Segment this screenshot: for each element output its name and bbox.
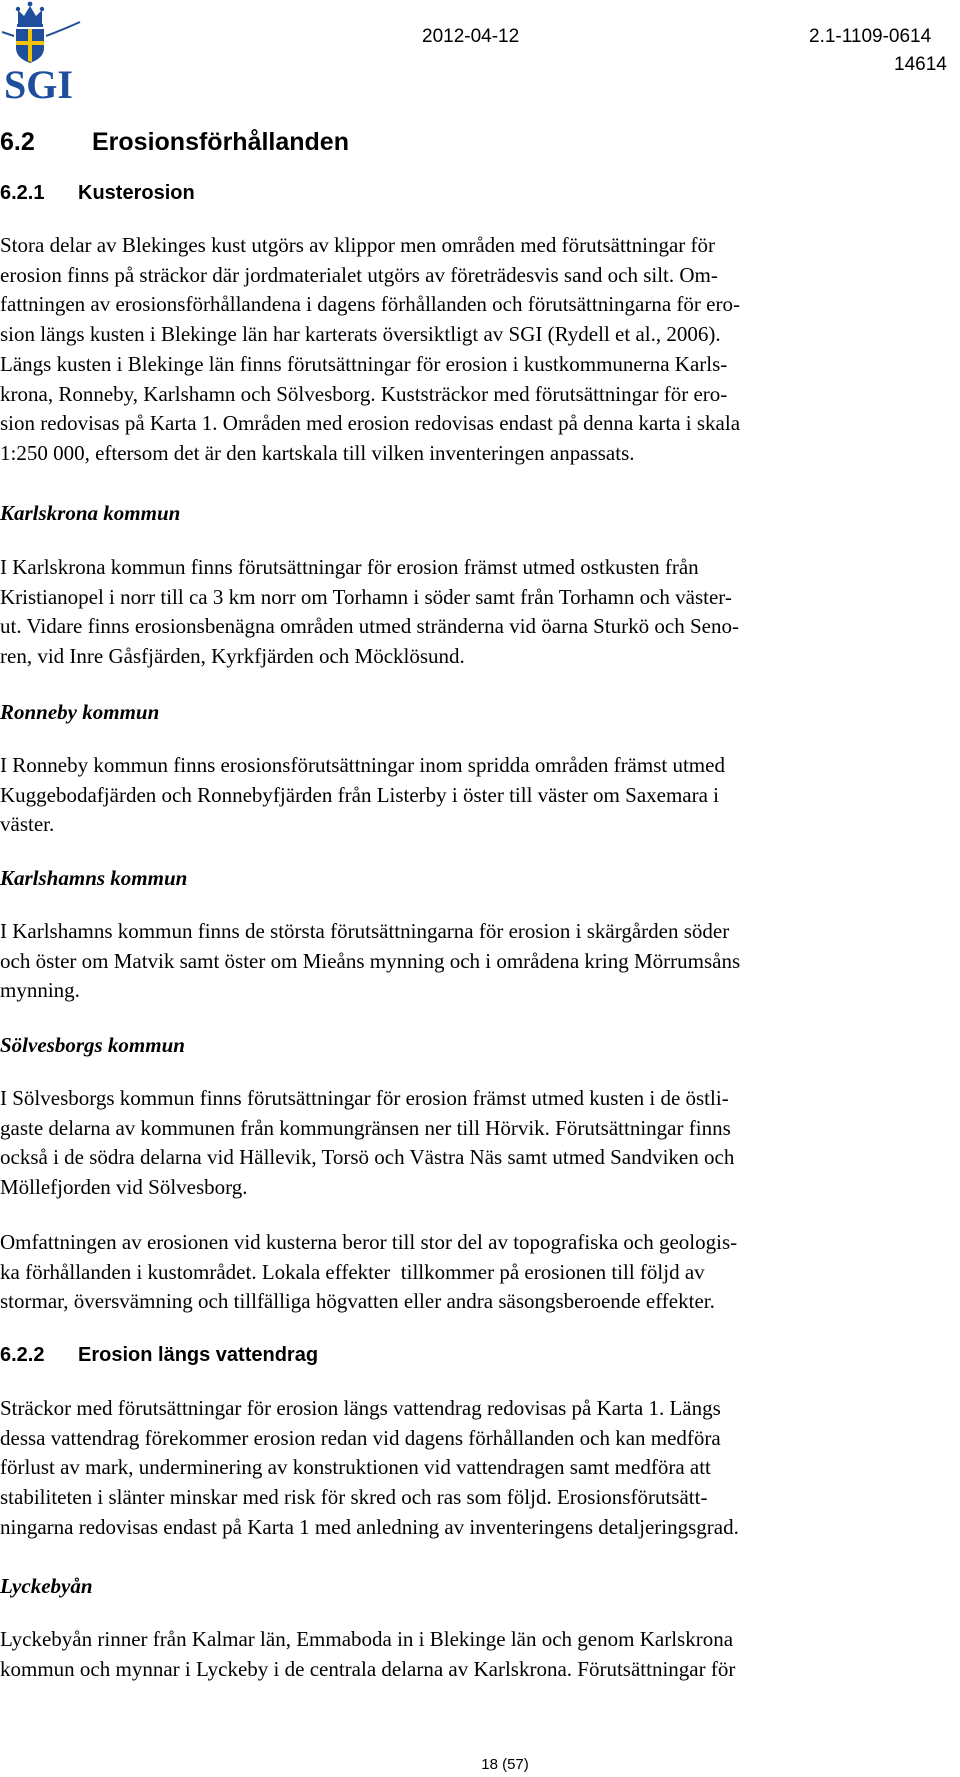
text-line: dessa vattendrag förekommer erosion redan vid dagens förhållanden och kan medföra bbox=[0, 1425, 721, 1450]
text-line: fattningen av erosionsförhållandena i dagens förhållanden och förutsättningarna för ero- bbox=[0, 292, 740, 317]
paragraph-omfattningen bbox=[0, 1228, 960, 1317]
text-line: ka förhållanden i kustområdet. Lokala effekter tillkommer på erosionen till följd av bbox=[0, 1259, 705, 1284]
text-line: Stora delar av Blekinges kust utgörs av klippor men områden med förutsättningar för bbox=[0, 233, 715, 257]
text-line: I Karlskrona kommun finns förutsättningar för erosion främst utmed ostkusten från bbox=[0, 555, 699, 579]
text-line: gaste delarna av kommunen från kommungränsen ner till Hörvik. Förutsättningar finns bbox=[0, 1115, 731, 1140]
subsection-heading-kusterosion bbox=[0, 182, 195, 205]
page-number: 18 (57) bbox=[481, 1756, 529, 1773]
text-line: Kuggebodafjärden och Ronnebyfjärden från Listerby i öster till väster om Saxemara i bbox=[0, 782, 720, 807]
heading-karlshamn: Karlshamns kommun bbox=[0, 866, 188, 890]
paragraph-solvesborg bbox=[0, 1084, 960, 1203]
paragraph-vattendrag bbox=[0, 1394, 960, 1543]
subsection-number: 6.2.1 bbox=[0, 182, 45, 204]
text-line: och öster om Matvik samt öster om Mieåns mynning och i områdena kring Mörrumsåns bbox=[0, 948, 741, 973]
text-line: Längs kusten i Blekinge län finns förutsättningar för erosion i kustkommunerna Karls- bbox=[0, 351, 728, 376]
text-line: kommun och mynnar i Lyckeby i de centrala delarna av Karlskrona. Förutsättningar för bbox=[0, 1656, 736, 1681]
text-line: också i de södra delarna vid Hällevik, Torsö och Västra Näs samt utmed Sandviken och bbox=[0, 1145, 735, 1170]
paragraph-ronneby bbox=[0, 751, 960, 840]
text-line: Sträckor med förutsättningar för erosion längs vattendrag redovisas på Karta 1. Längs bbox=[0, 1396, 721, 1420]
paragraph-karlskrona bbox=[0, 553, 960, 672]
paragraph-karlshamn bbox=[0, 917, 960, 1006]
section-title: Erosionsförhållanden bbox=[92, 128, 349, 156]
text-line: väster. bbox=[0, 812, 55, 837]
text-line: ut. Vidare finns erosionsbenägna områden utmed stränderna vid öarna Sturkö och Seno- bbox=[0, 614, 739, 639]
text-line: Kristianopel i norr till ca 3 km norr om Torhamn i söder samt från Torhamn och väster- bbox=[0, 584, 732, 609]
heading-lyckeby: Lyckebyån bbox=[0, 1574, 93, 1598]
paragraph-lyckeby bbox=[0, 1625, 960, 1684]
text-line: stormar, översvämning och tillfälliga högvatten eller andra säsongsberoende effekter. bbox=[0, 1289, 715, 1314]
text-line: Lyckebyån rinner från Kalmar län, Emmaboda in i Blekinge län och genom Karlskrona bbox=[0, 1627, 734, 1651]
text-line: sion redovisas på Karta 1. Områden med erosion redovisas endast på denna karta i skala bbox=[0, 411, 741, 436]
text-line: Möllefjorden vid Sölvesborg. bbox=[0, 1175, 248, 1200]
text-line: mynning. bbox=[0, 978, 80, 1003]
text-line: 1:250 000, eftersom det är den kartskala till vilken inventeringen anpassats. bbox=[0, 440, 635, 465]
subsection-title: Erosion längs vattendrag bbox=[78, 1344, 319, 1366]
text-line: stabiliteten i slänter minskar med risk för skred och ras som följd. Erosionsförutsätt- bbox=[0, 1485, 708, 1510]
text-line: ren, vid Inre Gåsfjärden, Kyrkfjärden och Möcklösund. bbox=[0, 644, 465, 669]
text-line: sion längs kusten i Blekinge län har karterats översiktligt av SGI (Rydell et al., 2006). bbox=[0, 322, 721, 347]
reference-number: 2.1-1109-0614 bbox=[809, 26, 932, 47]
reference-subnumber: 14614 bbox=[894, 54, 947, 75]
document-date: 2012-04-12 bbox=[422, 26, 520, 47]
text-line: I Ronneby kommun finns erosionsförutsättningar inom spridda områden främst utmed bbox=[0, 753, 725, 777]
sgi-logo bbox=[2, 0, 84, 104]
subsection-heading-vattendrag bbox=[0, 1344, 318, 1367]
subsection-number: 6.2.2 bbox=[0, 1344, 45, 1366]
section-number: 6.2 bbox=[0, 128, 35, 156]
paragraph-kusterosion bbox=[0, 231, 960, 469]
text-line: I Karlshamns kommun finns de största förutsättningarna för erosion i skärgården söder bbox=[0, 919, 730, 943]
text-line: Omfattningen av erosionen vid kusterna beror till stor del av topografiska och geologis- bbox=[0, 1230, 738, 1254]
heading-solvesborg: Sölvesborgs kommun bbox=[0, 1033, 185, 1057]
text-line: krona, Ronneby, Karlshamn och Sölvesborg. Kuststräckor med förutsättningar för ero- bbox=[0, 381, 728, 406]
text-line: erosion finns på sträckor där jordmaterialet utgörs av företrädesvis sand och silt. Om- bbox=[0, 262, 718, 287]
subsection-title: Kusterosion bbox=[78, 182, 195, 204]
heading-karlskrona: Karlskrona kommun bbox=[0, 501, 181, 525]
logo-text: SGI bbox=[4, 62, 73, 104]
section-heading bbox=[0, 128, 349, 157]
text-line: förlust av mark, underminering av konstruktionen vid vattendragen samt medföra att bbox=[0, 1455, 711, 1480]
heading-ronneby: Ronneby kommun bbox=[0, 700, 160, 724]
text-line: I Sölvesborgs kommun finns förutsättningar för erosion främst utmed kusten i de östli- bbox=[0, 1086, 729, 1110]
text-line: ningarna redovisas endast på Karta 1 med anledning av inventeringens detaljeringsgrad. bbox=[0, 1514, 739, 1539]
